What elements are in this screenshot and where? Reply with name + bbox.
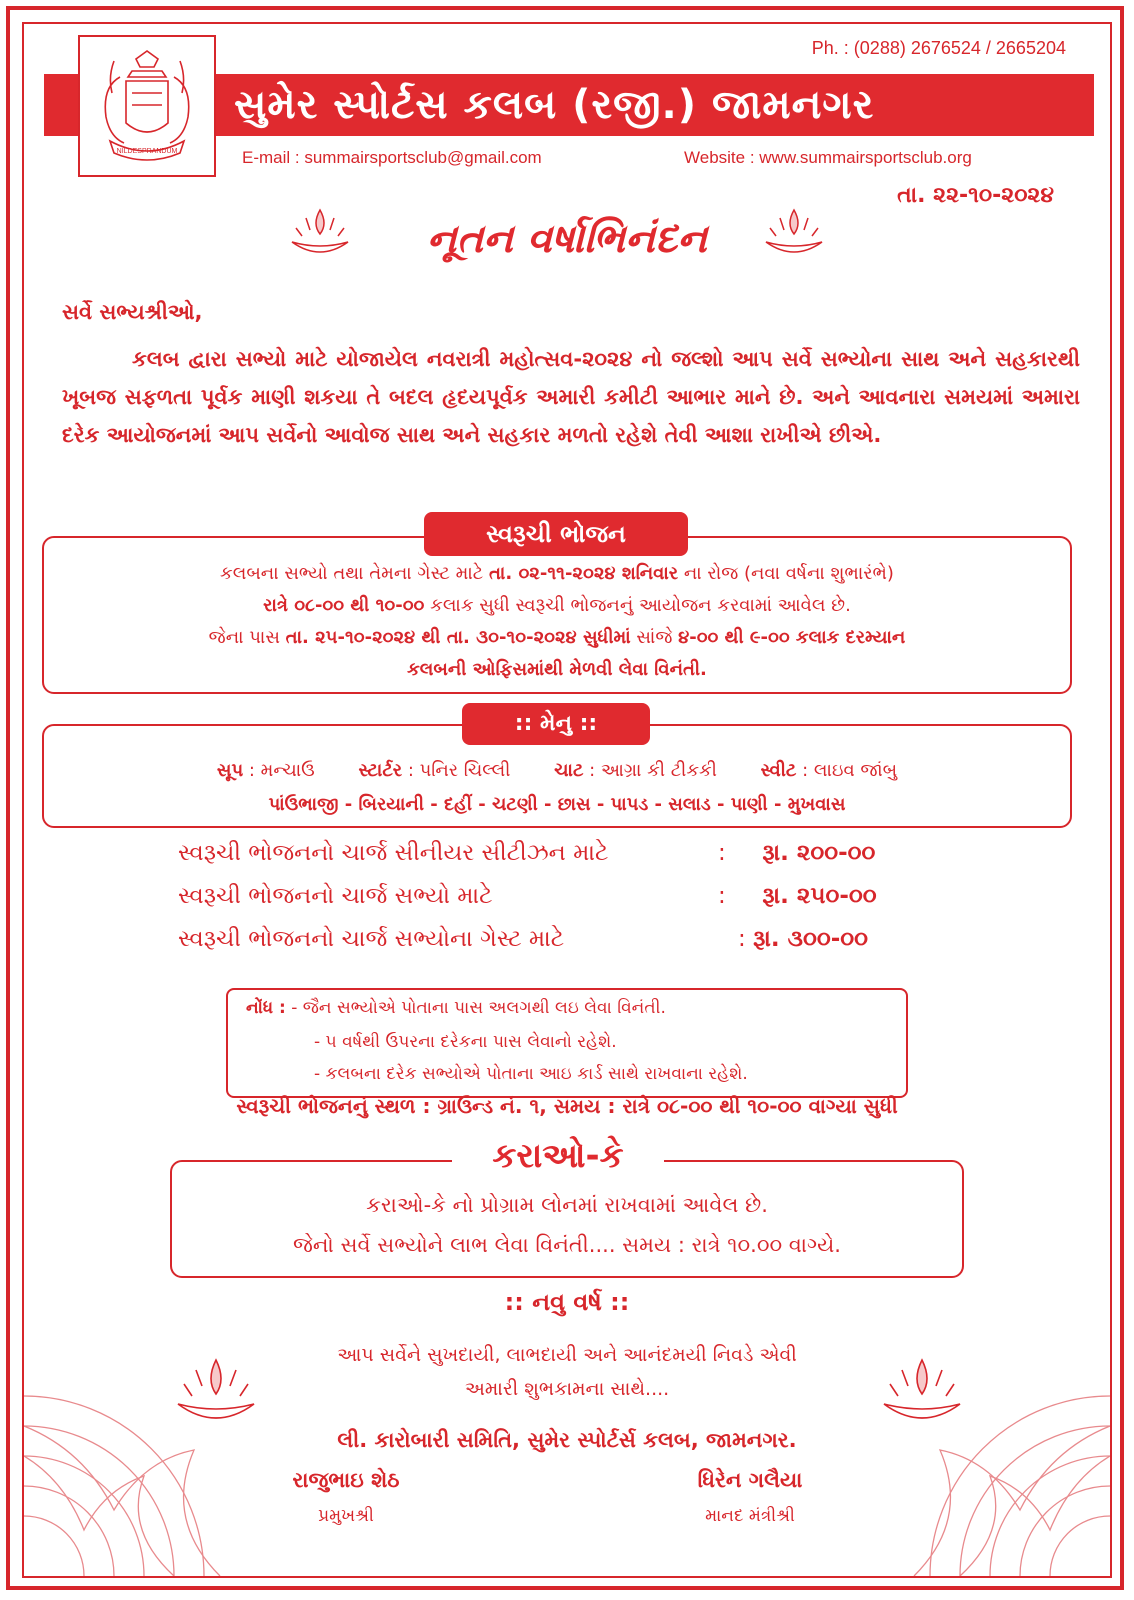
secretary-role: માનદ મંત્રીશ્રી [705, 1506, 795, 1526]
note-line: - કલબના દરેક સભ્યોએ પોતાના આઇ કાર્ડ સાથે રાખવાના રહેશે. [314, 1064, 748, 1084]
karaoke-line-1: કરાઓ-કે નો પ્રોગ્રામ લોનમાં રાખવામાં આવેલ છે. [366, 1193, 768, 1217]
website-address: Website : www.summairsportsclub.org [684, 148, 972, 167]
club-logo [78, 35, 216, 177]
bhojan-line-4: કલબની ઓફિસમાંથી મેળવી લેવા વિનંતી. [407, 659, 707, 680]
charge-row: સ્વરૂચી ભોજનનો ચાર્જ સભ્યો માટે : રૂા. ૨૫૦-૦૦ [178, 883, 877, 909]
greeting-paragraph: કલબ દ્વારા સભ્યો માટે યોજાયેલ નવરાત્રી મહોત્સવ-૨૦૨૪ નો જલ્શો આપ સર્વે સભ્યોના સાથ અને સહકારથી ખૂબજ સફળતા પૂર્વક માણી શકયા તે બદલ હૃદયપૂર્વક અમારી કમીટી આભાર માને છે. અને આવનારા સમયમાં અમારા દરેક આયોજનમાં આપ સર્વેનો આવોજ સાથ અને સહકાર મળતો રહેશે તેવી આશા રાખીએ છીએ. [62, 347, 1080, 447]
wish-line-1: આપ સર્વેને સુખદાયી, લાભદાયી અને આનંદમયી નિવડે એવી [337, 1344, 797, 1366]
wish-line-2: અમારી શુભકામના સાથે.... [464, 1378, 670, 1400]
new-year-heading: :: નવુ વર્ષ :: [504, 1288, 630, 1316]
svg-text:NILDESPRANDUM: NILDESPRANDUM [116, 148, 178, 155]
bhojan-line-3: જેના પાસ તા. ૨૫-૧૦-૨૦૨૪ થી તા. ૩૦-૧૦-૨૦૨૪ સુધીમાં સાંજે ૪-૦૦ થી ૯-૦૦ કલાક દરમ્યાન [208, 627, 906, 648]
phone-number: Ph. : (0288) 2676524 / 2665204 [811, 38, 1066, 58]
charge-row: સ્વરૂચી ભોજનનો ચાર્જ સીનીયર સીટીઝન માટે : રૂા. ૨૦૦-૦૦ [178, 840, 876, 866]
secretary-name: ધિરેન ગલૈયા [697, 1468, 803, 1492]
menu-dishes-row: પાંઉભાજી - બિરયાની - દહીં - ચટણી - છાસ - પાપડ - સલાડ - પાણી - મુખવાસ [268, 794, 846, 815]
karaoke-box [170, 1160, 964, 1278]
venue-line: સ્વરૂચી ભોજનનું સ્થળ : ગ્રાઉન્ડ નં. ૧, સમય : રાત્રે ૦૮-૦૦ થી ૧૦-૦૦ વાગ્યા સુધી [236, 1094, 898, 1118]
menu-items-row: સૂપ : મન્ચાઉ સ્ટાર્ટર : પનિર ચિલ્લી ચાટ : આગ્રા કી ટીકકી સ્વીટ : લાઇવ જાંબુ [216, 760, 898, 781]
note-line: નોંધ : - જૈન સભ્યોએ પોતાના પાસ અલગથી લઇ લેવા વિનંતી. [246, 998, 666, 1018]
bhojan-box [42, 536, 1072, 694]
letter-date: તા. ૨૨-૧૦-૨૦૨૪ [897, 183, 1054, 208]
greeting-title: નૂતન વર્ષાભિનંદન [426, 216, 708, 262]
president-role: પ્રમુખશ્રી [318, 1506, 374, 1526]
note-line: - ૫ વર્ષથી ઉપરના દરેકના પાસ લેવાનો રહેશે. [314, 1032, 617, 1052]
menu-heading: :: મેનુ :: [462, 703, 650, 745]
signature-org: લી. કારોબારી સમિતિ, સુમેર સ્પોર્ટર્સ કલબ, જામનગર. [337, 1428, 797, 1452]
note-box [226, 988, 908, 1098]
email-address: E-mail : summairsportsclub@gmail.com [242, 148, 542, 167]
bhojan-line-2: રાત્રે ૦૮-૦૦ થી ૧૦-૦૦ કલાક સુધી સ્વરૂચી ભોજનનું આયોજન કરવામાં આવેલ છે. [263, 595, 851, 616]
charge-row: સ્વરૂચી ભોજનનો ચાર્જ સભ્યોના ગેસ્ટ માટે : રૂા. ૩૦૦-૦૦ [178, 926, 868, 952]
club-title: સુમેર સ્પોર્ટસ કલબ (રજી.) જામનગર [234, 82, 875, 128]
salutation: સર્વે સભ્યશ્રીઓ, [62, 300, 203, 324]
bhojan-line-1: કલબના સભ્યો તથા તેમના ગેસ્ટ માટે તા. ૦૨-૧૧-૨૦૨૪ શનિવાર ના રોજ (નવા વર્ષના શુભારંભે) [220, 563, 894, 584]
bhojan-heading: સ્વરૂચી ભોજન [424, 512, 688, 556]
new-year-wish [0, 1338, 1134, 1406]
karaoke-line-2: જેનો સર્વે સભ્યોને લાભ લેવા વિનંતી.... સમય : રાત્રે ૧૦.૦૦ વાગ્યે. [293, 1233, 841, 1257]
president-name: રાજુભાઇ શેઠ [292, 1468, 400, 1492]
karaoke-heading: કરાઓ-કે [452, 1136, 664, 1176]
